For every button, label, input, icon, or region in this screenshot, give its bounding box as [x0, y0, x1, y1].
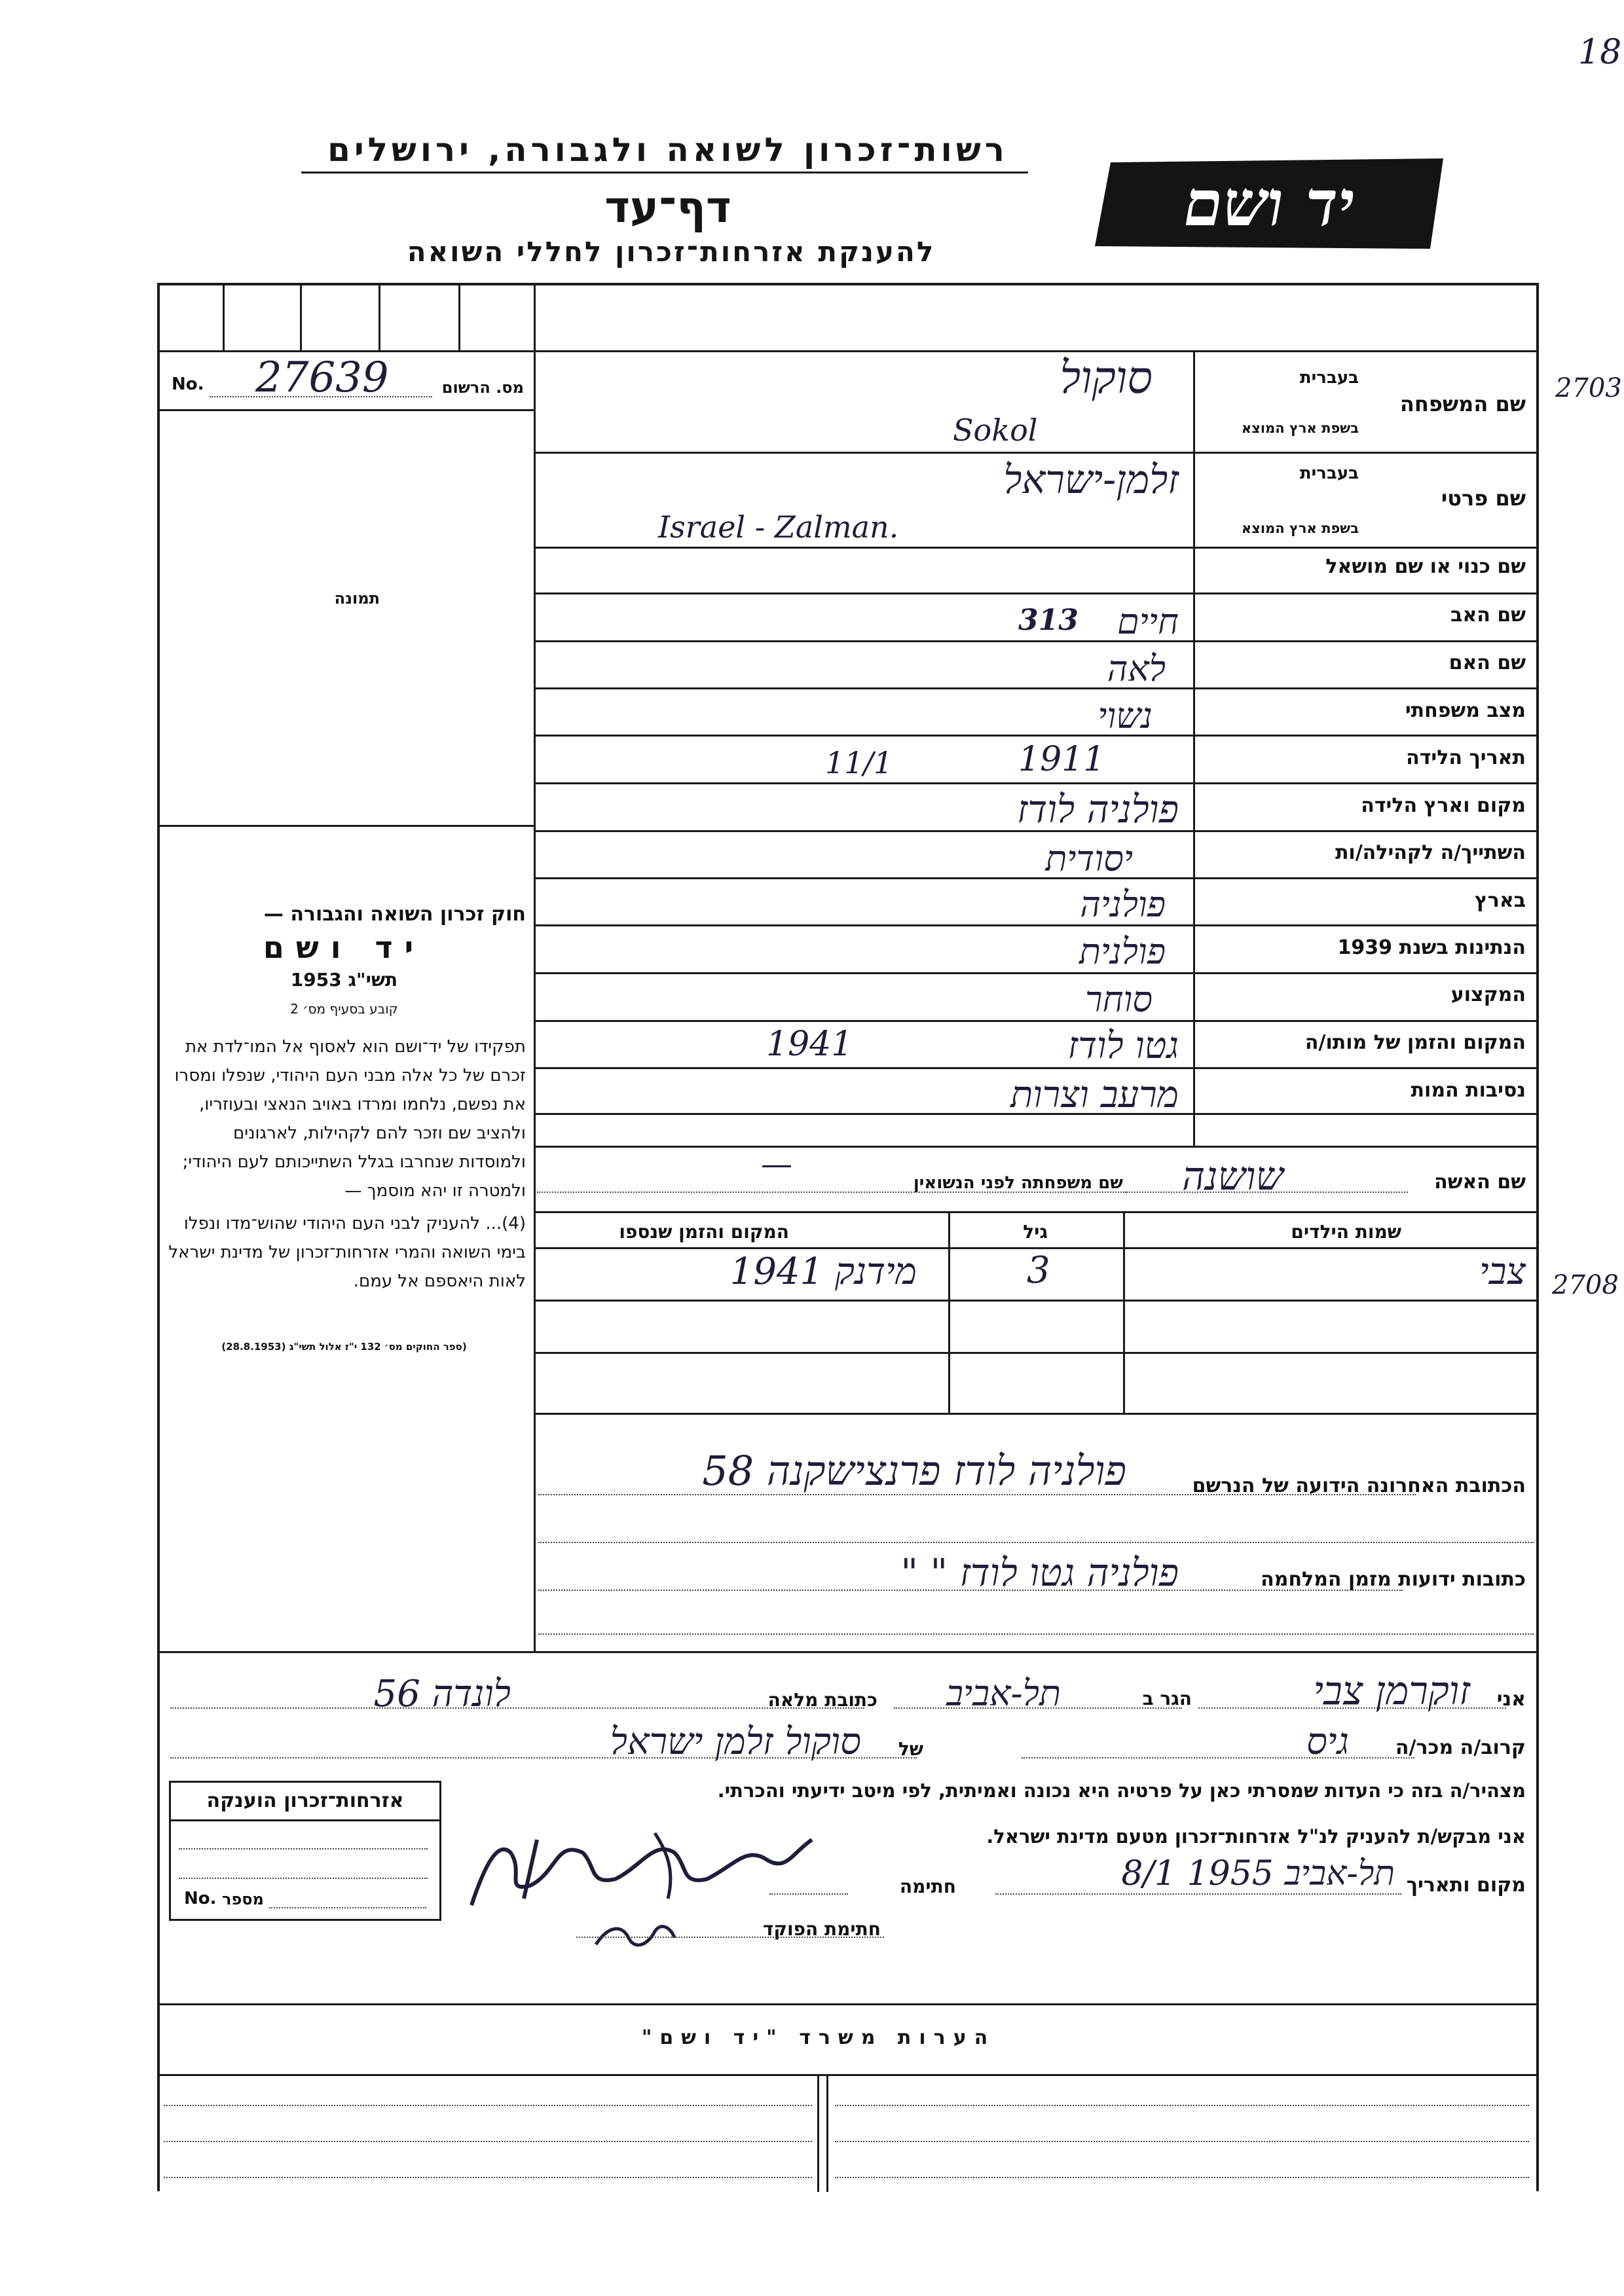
wife-maiden-dots — [537, 1192, 1126, 1193]
firstname-origin-label: בשפת ארץ המוצא — [1241, 520, 1359, 536]
birthdate-label: תאריך הלידה — [1406, 746, 1526, 769]
form-title: דף־עד — [604, 182, 731, 232]
granted-box-rule — [171, 1819, 439, 1821]
top-row-bottom — [157, 350, 1539, 352]
relation-value: גיס — [1306, 1721, 1349, 1763]
signature-label: חתימה — [899, 1876, 956, 1897]
law-text-block — [162, 900, 526, 1361]
place-date-dots — [995, 1893, 1401, 1895]
law-clause: קובע בסעיף מס׳ 2 — [290, 1001, 398, 1017]
addresses-bottom — [157, 1651, 1539, 1653]
declarant-resides-label: הגר ב — [1142, 1688, 1192, 1709]
child-row-name: צבי — [1479, 1250, 1526, 1293]
top-row-div-1 — [223, 283, 225, 350]
reg-he-label: מס. הרשום — [441, 378, 524, 397]
top-row-div-2 — [300, 283, 302, 350]
remarks-divider-1 — [817, 2074, 819, 2192]
declarant-address-label: כתובת מלאה — [767, 1689, 877, 1711]
mother-label: שם האם — [1449, 651, 1526, 674]
birthplace-label: מקום וארץ הלידה — [1361, 794, 1526, 817]
father-value: חיים — [1117, 601, 1179, 642]
wife-value: שושנה — [1182, 1154, 1283, 1199]
mother-value: לאה — [1107, 648, 1166, 689]
granted-box — [169, 1781, 441, 1921]
logo-text: יד ושם — [1183, 166, 1355, 240]
remarks-dots-l3 — [164, 2177, 812, 2178]
birthdate-day: 11/1 — [825, 745, 893, 780]
last-address-label: הכתובת האחרונה הידועה של הנרשם — [1192, 1474, 1526, 1497]
place-date-value: תל-אביב 1955 8/1 — [1121, 1854, 1395, 1893]
row-line-12 — [534, 1020, 1539, 1022]
granted-box-title: אזרחות־זכרון הוענקה — [206, 1789, 404, 1812]
granted-box-dots-1 — [179, 1848, 428, 1850]
war-address-label: כתובות ידועות מזמן המלחמה — [1261, 1568, 1526, 1591]
law-name: יד ושם — [263, 930, 426, 965]
row-line-15 — [534, 1146, 1539, 1148]
country-value: פולניה — [1080, 884, 1166, 925]
war-address-dots-2 — [538, 1633, 1534, 1635]
birthdate-year: 1911 — [1018, 740, 1105, 779]
declarant-dots-address — [170, 1707, 864, 1709]
children-row-2 — [534, 1352, 1539, 1354]
remarks-top — [157, 2003, 1539, 2005]
officer-signature — [589, 1912, 681, 1958]
declarant-signature — [458, 1813, 825, 1918]
firstname-hebrew-label: בעברית — [1299, 464, 1359, 483]
community-value: יסודית — [1045, 838, 1133, 879]
granted-box-dots-3 — [269, 1907, 426, 1908]
father-extra: 313 — [1018, 604, 1079, 637]
children-header-age: גיל — [1023, 1221, 1048, 1243]
remarks-dots-r2 — [835, 2141, 1529, 2142]
declarant-name-value: זוקרמן צבי — [1313, 1668, 1470, 1714]
birthplace-value: פולניה לודז — [1017, 787, 1179, 831]
granted-box-dots-2 — [179, 1878, 428, 1879]
firstname-hebrew-value: זלמן-ישראל — [1003, 457, 1179, 503]
top-row-div-4 — [458, 283, 460, 350]
row-line-13 — [534, 1067, 1539, 1069]
label-divider — [1193, 350, 1195, 1146]
firstname-origin-value: Israel - Zalman. — [658, 509, 899, 545]
surname-origin-value: Sokol — [953, 412, 1038, 448]
children-row-1 — [534, 1300, 1539, 1302]
surname-hebrew-label: בעברית — [1299, 368, 1359, 388]
profession-value: סוחר — [1084, 979, 1153, 1020]
frame-left — [157, 283, 160, 2191]
yad-vashem-logo — [1092, 155, 1446, 253]
row-line-2 — [534, 547, 1539, 549]
marital-value: נשוי — [1098, 695, 1153, 737]
place-date-label: מקום ותאריך — [1406, 1874, 1526, 1897]
row-line-9 — [534, 877, 1539, 879]
top-row-div-3 — [378, 283, 380, 350]
declarant-i-label: אני — [1496, 1688, 1526, 1711]
children-header-names: שמות הילדים — [1291, 1221, 1401, 1243]
remarks-dots-l2 — [164, 2141, 812, 2142]
row-line-7 — [534, 782, 1539, 784]
firstname-label: שם פרטי — [1441, 486, 1526, 511]
death-place-label: המקום והזמן של מותו/ה — [1304, 1031, 1526, 1054]
remarks-dots-l1 — [164, 2105, 812, 2106]
last-address-dots-2 — [538, 1542, 1534, 1543]
law-source: (ספר החוקים מס׳ 132 י"ז אלול תשי"ג (28.8.1953) — [221, 1341, 467, 1353]
declaration-text: מצהיר/ה בזה כי העדות שמסרתי כאן על פרטיה היא נכונה ואמיתית, לפי מיטב ידיעתי והכרתי. — [717, 1779, 1526, 1802]
child-row-place: מידנק 1941 — [729, 1250, 917, 1293]
country-label: בארץ — [1474, 889, 1526, 912]
last-address-value: פולניה לודז פרנצישקנה 58 — [702, 1447, 1126, 1495]
law-title: חוק זכרון השואה והגבורה — — [263, 903, 526, 926]
death-circ-label: נסיבות המות — [1411, 1079, 1526, 1102]
row-line-4 — [534, 640, 1539, 642]
row-line-3 — [534, 592, 1539, 594]
surname-origin-label: בשפת ארץ המוצא — [1241, 420, 1359, 436]
citizenship-label: הנתינות בשנת 1939 — [1337, 936, 1526, 959]
relative-dots — [1022, 1757, 1414, 1758]
declarant-city-value: תל-אביב — [946, 1673, 1061, 1714]
children-col-2 — [1123, 1211, 1125, 1414]
reg-number: 27639 — [255, 354, 389, 402]
column-divider-main — [534, 283, 536, 1651]
law-year: תשי"ג 1953 — [290, 969, 398, 991]
marital-label: מצב משפחתי — [1405, 699, 1526, 722]
children-header-place: המקום והזמן שנספו — [619, 1221, 789, 1243]
remarks-dots-r1 — [835, 2105, 1529, 2106]
surname-label: שם המשפחה — [1399, 392, 1526, 416]
wife-label: שם האשה — [1434, 1171, 1526, 1194]
remarks-divider-2 — [826, 2074, 828, 2192]
row-line-10 — [534, 924, 1539, 926]
margin-note-children: 2708 — [1552, 1270, 1619, 1300]
wife-row-bottom — [534, 1211, 1539, 1213]
citizenship-value: פולנית — [1079, 931, 1166, 972]
children-col-1 — [948, 1211, 950, 1414]
form-subtitle: להענקת אזרחות־זכרון לחללי השואה — [407, 236, 936, 268]
law-paragraph-2: (4)... להעניק לבני העם היהודי שהוש־מדו ונפלו בימי השואה והמרי אזרחות־זכרון של מדינת ישראל לאות היאספם אל עמם. — [168, 1214, 526, 1291]
wife-maiden-value: — — [761, 1146, 792, 1182]
war-address-value: פולניה גטו לודז " " — [900, 1550, 1179, 1595]
reg-row-bottom — [157, 409, 536, 411]
row-line-11 — [534, 972, 1539, 974]
reg-en-label: No. — [172, 374, 204, 394]
law-paragraph-1: תפקידו של יד־ושם הוא לאסוף אל המו־לדת את זכרם של כל אלה מבני העם היהודי, שנפלו ומסרו את נפשם, נלחמו ומרדו באויב הנאצי ובעוזריו, ולהציב שם וזכר להם לקהילות, לארגונים ולמוסדות שנחרבו בגלל השתייכותם לעם היהודי; ולמטרה זו יהא מוסמך — — [174, 1037, 526, 1201]
of-label: של — [898, 1738, 923, 1760]
officer-signature-dots — [576, 1937, 884, 1938]
death-place-value: גטו לודז — [1067, 1025, 1179, 1067]
frame-top — [157, 283, 1539, 285]
children-row-3 — [534, 1413, 1539, 1415]
last-address-dots-1 — [538, 1494, 1416, 1495]
request-text: אני מבקש/ת להעניק לנ"ל אזרחות־זכרון מטעם מדינת ישראל. — [986, 1825, 1526, 1848]
of-value: סוקול זלמן ישראל — [610, 1721, 861, 1763]
row-line-6 — [534, 735, 1539, 737]
child-row-age: 3 — [1027, 1249, 1050, 1292]
nickname-label: שם כנוי או שם מושאל — [1325, 555, 1526, 578]
granted-box-no-en: No. — [184, 1889, 217, 1908]
death-year: 1941 — [766, 1025, 853, 1064]
remarks-title: הערות משרד "יד ושם" — [641, 2026, 996, 2049]
row-line-5 — [534, 687, 1539, 689]
photo-label: תמונה — [334, 589, 380, 608]
father-label: שם האב — [1450, 604, 1526, 627]
granted-box-no-he: מספר — [222, 1890, 264, 1908]
remarks-dots-r3 — [835, 2177, 1529, 2178]
war-address-dots-1 — [538, 1590, 1403, 1591]
photo-bottom — [157, 825, 536, 827]
remarks-rule — [157, 2074, 1539, 2076]
surname-hebrew-value: סוקול — [1060, 352, 1153, 404]
declarant-address-value: לונדה 56 — [373, 1673, 511, 1715]
profession-label: המקצוע — [1450, 983, 1526, 1006]
death-circ-value: מרעב וצרות — [1010, 1074, 1179, 1116]
officer-signature-label: חתימת הפוקד — [762, 1918, 881, 1940]
authority-title: רשות־זכרון לשואה ולגבורה, ירושלים — [327, 131, 1008, 169]
margin-note-top: 2703 — [1555, 373, 1622, 403]
community-label: השתייך/ה לקהילה/ות — [1335, 841, 1526, 864]
row-line-1 — [534, 452, 1539, 454]
wife-maiden-label: שם משפחתה לפני הנשואין — [913, 1173, 1123, 1193]
corner-page-number: 18 — [1578, 33, 1622, 72]
authority-underline — [301, 172, 1028, 173]
frame-right — [1536, 283, 1539, 2191]
relative-label: קרוב/ה מכר/ה — [1395, 1736, 1526, 1759]
